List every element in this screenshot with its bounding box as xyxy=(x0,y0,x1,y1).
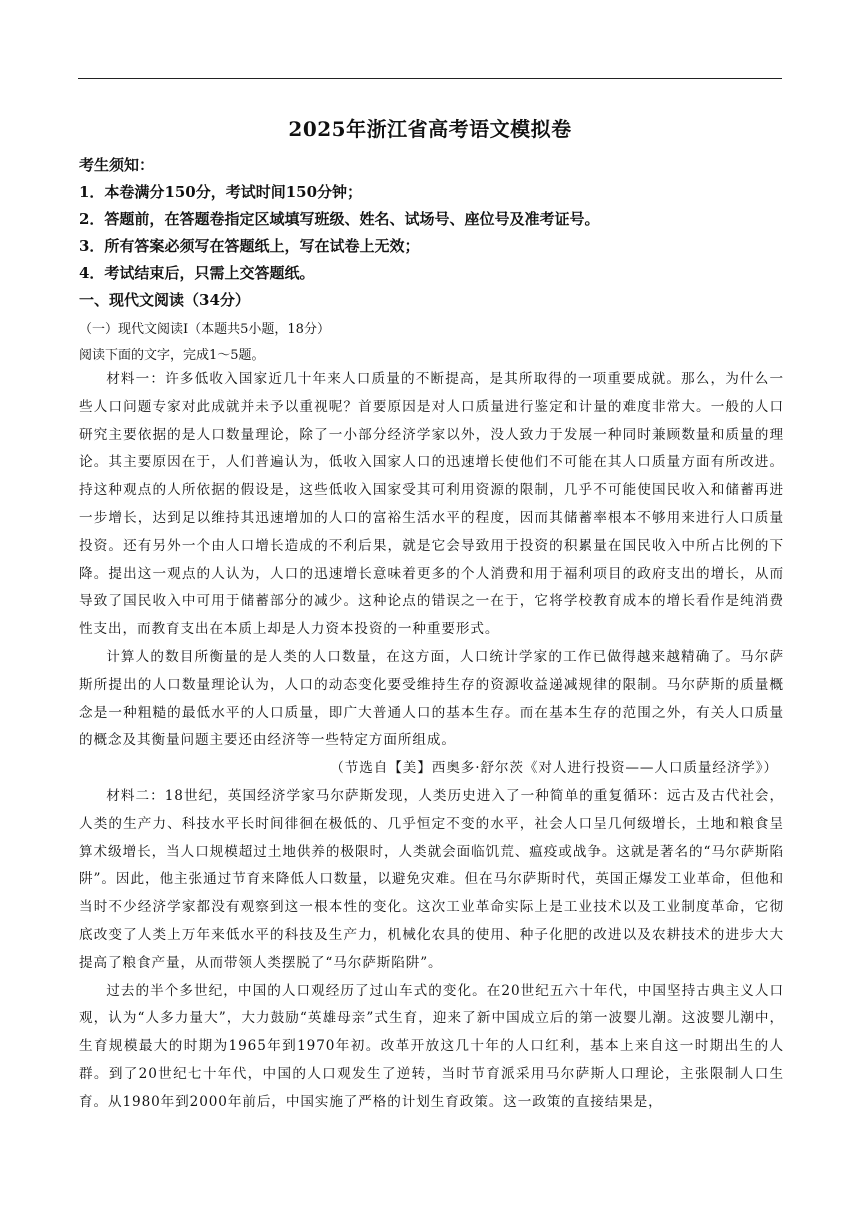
reading-passage xyxy=(79,366,784,1117)
passage-paragraph: 材料二：18世纪，英国经济学家马尔萨斯发现，人类历史进入了一种简单的重复循环：远古及古代社会，人类的生产力、科技水平长时间徘徊在极低的、几乎恒定不变的水平，社会人口呈几何级增长，土地和粮食呈算术级增长，当人口规模超过土地供养的极限时，人类就会面临饥荒、瘟疫或战争。这就是著名的“马尔萨斯陷阱”。因此，他主张通过节育来降低人口数量，以避免灾难。但在马尔萨斯时代，英国正爆发工业革命，但他和当时不少经济学家都没有观察到这一根本性的变化。这次工业革命实际上是工业技术以及工业制度革命，它彻底改变了人类上万年来低水平的科技及生产力，机械化农具的使用、种子化肥的改进以及农耕技术的进步大大提高了粮食产量，从而带领人类摆脱了“马尔萨斯陷阱”。 xyxy=(79,787,784,971)
notice-item-2: 2．答题前，在答题卷指定区域填写班级、姓名、试场号、座位号及准考证号。 xyxy=(79,210,600,228)
passage-paragraph: 计算人的数目所衡量的是人类的人口数量，在这方面，人口统计学家的工作已做得越来越精确了。马尔萨斯所提出的人口数量理论认为，人口的动态变化要受维持生存的资源收益递减规律的限制。马尔萨斯的质量概念是一种粗糙的最低水平的人口质量，即广大普通人口的基本生存。而在基本生存的范围之外，有关人口质量的概念及其衡量问题主要还由经济等一些特定方面所组成。 xyxy=(79,648,784,749)
section-heading: 一、现代文阅读（34分） xyxy=(79,291,250,309)
notice-item-4: 4．考试结束后，只需上交答题纸。 xyxy=(79,264,315,282)
header-rule xyxy=(78,78,782,79)
page-title: 2025年浙江省高考语文模拟卷 xyxy=(288,117,572,141)
passage-paragraph: 过去的半个多世纪，中国的人口观经历了过山车式的变化。在20世纪五六十年代，中国坚持古典主义人口观，认为“人多力量大”，大力鼓励“英雄母亲”式生育，迎来了新中国成立后的第一波婴儿潮。这波婴儿潮中，生育规模最大的时期为1965年到1970年初。改革开放这几十年的人口红利，基本上来自这一时期出生的人群。到了20世纪七十年代，中国的人口观发生了逆转，当时节育派采用马尔萨斯人口理论，主张限制人口生育。从1980年到2000年前后，中国实施了严格的计划生育政策。这一政策的直接结果是， xyxy=(79,982,784,1110)
notice-heading: 考生须知： xyxy=(79,156,155,174)
reading-instruction: 阅读下面的文字，完成1～5题。 xyxy=(79,348,265,363)
passage-source: （节选自【美】西奥多·舒尔茨《对人进行投资——人口质量经济学》） xyxy=(330,760,778,777)
passage-paragraph: 材料一：许多低收入国家近几十年来人口质量的不断提高，是其所取得的一项重要成就。那么，为什么一些人口问题专家对此成就并未予以重视呢？首要原因是对人口质量进行鉴定和计量的难度非常大。一般的人口研究主要依据的是人口数量理论，除了一小部分经济学家以外，没人致力于发展一种同时兼顾数量和质量的理论。其主要原因在于，人们普遍认为，低收入国家人口的迅速增长使他们不可能在其人口质量方面有所改进。持这种观点的人所依据的假设是，这些低收入国家受其可利用资源的限制，几乎不可能使国民收入和储蓄再进一步增长，达到足以维持其迅速增加的人口的富裕生活水平的程度，因而其储蓄率根本不够用来进行人口质量投资。还有另外一个由人口增长造成的不利后果，就是它会导致用于投资的积累量在国民收入中所占比例的下降。提出这一观点的人认为，人口的迅速增长意味着更多的个人消费和用于福利项目的政府支出的增长，从而导致了国民收入中可用于储蓄部分的减少。这种论点的错误之一在于，它将学校教育成本的增长看作是纯消费性支出，而教育支出在本质上却是人力资本投资的一种重要形式。 xyxy=(79,371,784,638)
notice-item-1: 1．本卷满分150分，考试时间150分钟； xyxy=(79,183,363,201)
subsection-heading: （一）现代文阅读Ⅰ（本题共5小题，18分） xyxy=(79,322,330,337)
notice-item-3: 3．所有答案必须写在答题纸上，写在试卷上无效； xyxy=(79,237,420,255)
